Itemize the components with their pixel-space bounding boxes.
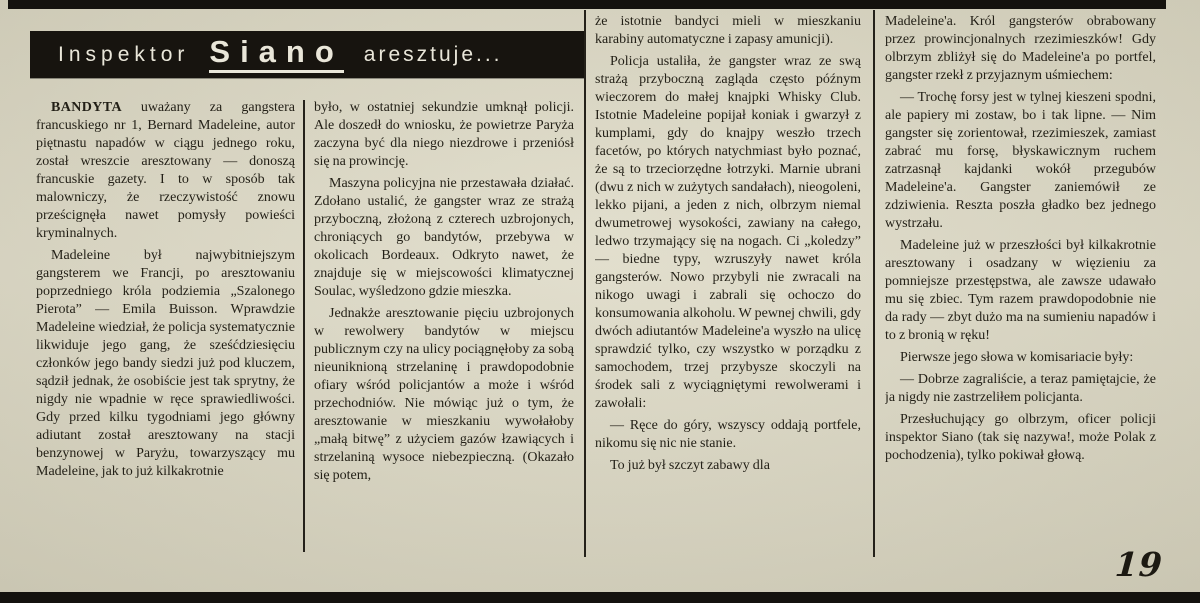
- title-suffix: aresztuje...: [363, 42, 503, 66]
- title-highlight: Siano: [209, 36, 343, 73]
- column-divider-1: [303, 100, 305, 552]
- article-paragraph: że istotnie bandyci mieli w mieszkaniu karabiny automatyczne i zapasy amunicji).: [595, 14, 861, 47]
- article-paragraph: Madeleine był najwybitniejszym gangsterem we Francji, po aresztowaniu poprzedniego króla podziemia „Szalonego Pierota” — Emila Buisson. Wprawdzie Madeleine wiedział, że policja systematycznie likwiduje jego gang, że sześćdziesięciu członków jego bandy siedzi już pod kluczem, sądził jednak, że osobiście jest tak sprytny, że nigdy nie wpadnie w ręce sprawiedliwości. Gdy przed kilku tygodniami jego główny adiutant został aresztowany na stacji benzynowej w Paryżu, towarzyszący mu Madeleine, jak to już kilkakrotnie: [36, 248, 295, 479]
- text-column-2: [314, 99, 574, 556]
- bottom-edge-bar: [0, 592, 1200, 603]
- article-paragraph: było, w ostatniej sekundzie umknął policji. Ale doszedł do wniosku, że powietrze Paryża zaczyna być dla niego niezdrowe i przeniósł się na prowincję.: [314, 100, 574, 169]
- text-column-3: [595, 13, 861, 559]
- article-paragraph: Przesłuchujący go olbrzym, oficer policji inspektor Siano (tak się nazywa!, może Polak z pochodzenia), tylko pokiwał głową.: [885, 412, 1156, 463]
- article-paragraph: Madeleine'a. Król gangsterów obrabowany przez prowincjonalnych rzezimieszków! Gdy olbrzym zbliżył się do Madeleine'a po portfel, gangster rzekł z przyjaznym uśmiechem:: [885, 14, 1156, 83]
- page-number: 19: [1113, 545, 1165, 584]
- article-paragraph: — Ręce do góry, wszyscy oddają portfele, nikomu się nic nie stanie.: [595, 418, 861, 451]
- top-edge-bar: [8, 0, 1166, 9]
- column-divider-3: [873, 10, 875, 557]
- article-paragraph: BANDYTA uważany za gangstera francuskiego nr 1, Bernard Madeleine, autor piętnastu napadów w ciągu jednego roku, został wreszcie aresztowany — donoszą francuskie gazety. I to w sposób tak malowniczy, że rzeczywistość znowu prześcignęła nawet pomysły powieści kryminalnych.: [36, 100, 295, 241]
- title-prefix: Inspektor: [58, 42, 190, 66]
- text-column-4: [885, 13, 1156, 559]
- text-column-1: [36, 99, 295, 556]
- article-paragraph: Pierwsze jego słowa w komisariacie były:: [900, 350, 1134, 365]
- column-divider-2: [584, 10, 586, 557]
- article-paragraph: — Trochę forsy jest w tylnej kieszeni spodni, ale papiery mi zostaw, bo i tak lipne. — Nim gangster się zorientował, rzezimieszek, zamiast zabrać mu forsę, błyskawicznym ruchem zatrzasnął kajdanki wokół przegubów Madeleine'a. Gangster zaniemówił ze zdziwienia. Reszta poszła gładko bez jednego wystrzału.: [885, 90, 1156, 231]
- article-paragraph: Policja ustaliła, że gangster wraz ze swą strażą przyboczną zagląda często późnym wieczorem do małej knajpki Whisky Club. Istotnie Madeleine popijał koniak i gwarzył z kumplami, gdy do knajpy weszło trzech facetów, po których natychmiast było poznać, że są to trzeciorzędne łotrzyki. Marnie ubrani (dwu z nich w zużytych sandałach), nieogoleni, lekko pijani, a jeden z nich, olbrzym niemal dwumetrowej wysokości, zawiany na całego, ledwo trzymający się na nogach. Ci „koledzy” — biedne typy, wzruszyły nawet króla gangsterów. Nowo przybyli nie zwracali na nikogo uwagi i zabrali się ochoczo do konsumowania alkoholu. W pewnej chwili, gdy dwóch adiutantów Madeleine'a wyszło na ulicę sprawdzić tylko, czy wszystko w porządku z samochodem, trzej przybysze skoczyli na środek sali z wyciągniętymi rewolwerami i zawołali:: [595, 54, 861, 411]
- article-paragraph: Maszyna policyjna nie przestawała działać. Zdołano ustalić, że gangster wraz ze strażą przyboczną, złożoną z czterech uzbrojonych, chroniących go bandytów, przebywa w okolicach Bordeaux. Odkryto nawet, że znajduje się w miejscowości klimatycznej Soulac, wyśledzono gdzie mieszka.: [314, 176, 574, 299]
- paragraph-lead: BANDYTA: [51, 100, 141, 115]
- article-paragraph: Jednakże aresztowanie pięciu uzbrojonych w rewolwery bandytów w miejscu publicznym czy na ulicy pociągnęłoby za sobą nieuniknioną strzelaninę i prawdopodobnie ofiary wśród policjantów a może i wśród przechodniów. Nie mówiąc już o tym, że aresztowanie w mieszkaniu wywołałoby „małą bitwę” z użyciem gazów łzawiących i strzelaniną wysoce niebezpieczną. (Okazało się potem,: [314, 306, 574, 483]
- article-paragraph: Madeleine już w przeszłości był kilkakrotnie aresztowany i osadzany w więzieniu za pomniejsze przestępstwa, ale zawsze udawało mu się zbiec. Tym razem prawdopodobnie nie da rady — zbyt dużo ma na sumieniu napadów i to z bronią w ręku!: [885, 238, 1156, 343]
- article-paragraph: — Dobrze zagraliście, a teraz pamiętajcie, że ja nigdy nie zastrzeliłem policjanta.: [885, 372, 1156, 405]
- article-title-banner: [30, 31, 584, 78]
- article-paragraph: To już był szczyt zabawy dla: [610, 458, 770, 473]
